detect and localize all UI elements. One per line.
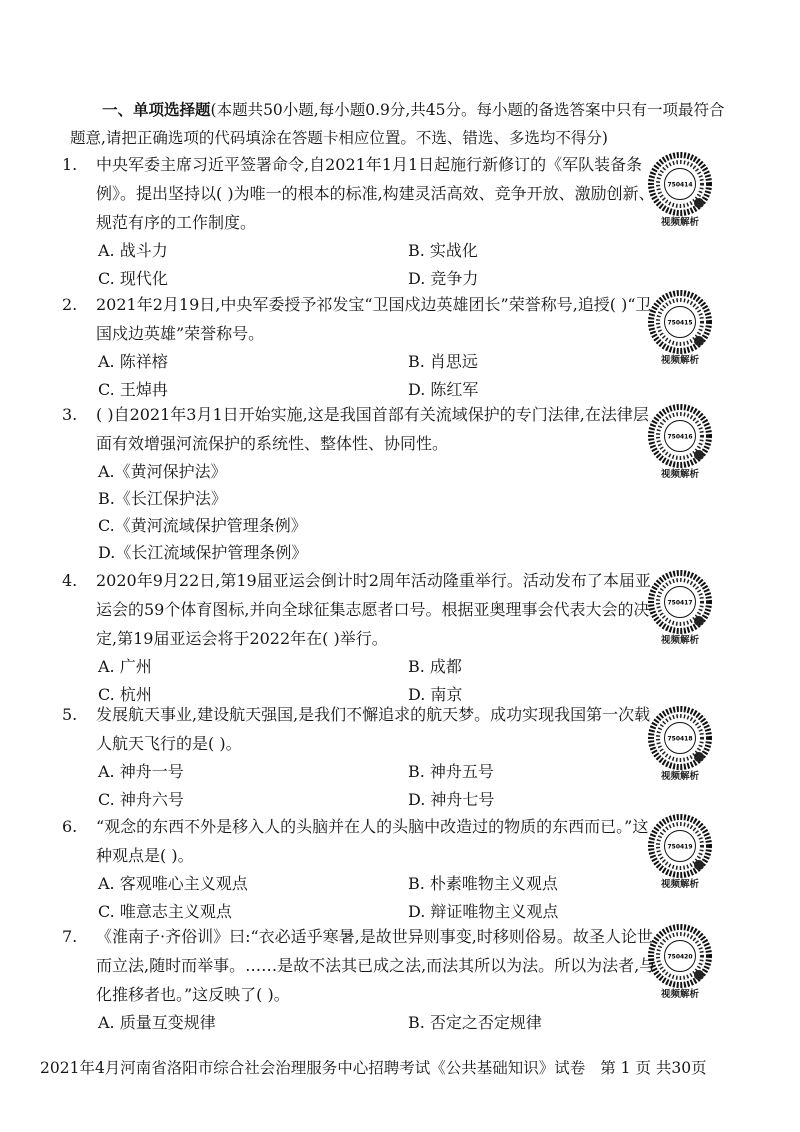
- option-b: B. 神舟五号: [408, 762, 494, 781]
- option-b: B. 成都: [408, 657, 462, 676]
- question-5: [62, 700, 662, 814]
- option-list: [62, 1009, 662, 1037]
- option-c: C. 杭州: [98, 685, 152, 704]
- qr-caption: 视频解析: [660, 635, 699, 646]
- qr-code-number: 750418: [667, 735, 693, 743]
- question-text: 2020年9月22日,第19届亚运会倒计时2周年活动隆重举行。活动发布了本届亚运会的59个体育图标,并向全球征集志愿者口号。根据亚奥理事会代表大会的决定,第19届亚运会将于2022年在( )举行。: [96, 571, 651, 648]
- option-c: C. 神舟六号: [98, 790, 184, 809]
- qr-code-icon: [648, 404, 712, 468]
- question-number: 6.: [62, 817, 78, 836]
- question-text: 中央军委主席习近平签署命令,自2021年1月1日起施行新修订的《军队装备条例》。提出坚持以( )为唯一的根本的标准,构建灵活高效、竞争开放、激励创新、规范有序的工作制度。: [96, 155, 655, 232]
- question-6: [62, 812, 662, 926]
- qr-code-icon: [648, 290, 712, 354]
- qr-code-number: 750415: [667, 319, 693, 327]
- qr-caption: 视频解析: [660, 355, 699, 366]
- question-stem: [62, 812, 662, 870]
- question-3: [62, 400, 662, 566]
- qr-code-q5[interactable]: [648, 706, 712, 790]
- question-stem: [62, 150, 662, 237]
- qr-code-icon: [648, 924, 712, 988]
- question-text: 发展航天事业,建设航天强国,是我们不懈追求的航天梦。成功实现我国第一次载人航天飞行的是( )。: [96, 705, 651, 753]
- qr-code-q1[interactable]: [648, 152, 712, 236]
- question-1: [62, 150, 662, 293]
- question-4: [62, 566, 662, 709]
- option-d: D. 陈红军: [408, 380, 479, 399]
- question-number: 1.: [62, 155, 78, 174]
- option-d: D. 南京: [408, 685, 463, 704]
- section-header: [70, 96, 730, 152]
- qr-code-q2[interactable]: [648, 290, 712, 374]
- question-text: ( )自2021年3月1日开始实施,这是我国首部有关流域保护的专门法律,在法律层面有效增强河流保护的系统性、整体性、协同性。: [96, 405, 649, 453]
- qr-code-number: 750417: [667, 599, 693, 607]
- page-number: 第 1 页 共30页: [600, 1059, 707, 1077]
- option-b: B. 否定之否定规律: [408, 1013, 542, 1032]
- question-number: 5.: [62, 705, 78, 724]
- option-b: B.《长江保护法》: [98, 489, 227, 508]
- option-a: A. 客观唯心主义观点: [98, 874, 248, 893]
- question-7: [62, 922, 662, 1037]
- qr-code-q4[interactable]: [648, 570, 712, 654]
- option-c: C. 现代化: [98, 269, 168, 288]
- qr-code-number: 750414: [667, 181, 693, 189]
- question-2: [62, 290, 662, 404]
- option-c: C. 王焯冉: [98, 380, 168, 399]
- qr-code-icon: [648, 706, 712, 770]
- option-b: B. 朴素唯物主义观点: [408, 874, 558, 893]
- question-number: 2.: [62, 295, 78, 314]
- qr-caption: 视频解析: [660, 469, 699, 480]
- option-a: A. 战斗力: [98, 241, 168, 260]
- page-footer: [40, 1056, 760, 1080]
- option-list: [62, 758, 662, 814]
- question-number: 7.: [62, 927, 78, 946]
- qr-caption: 视频解析: [660, 217, 699, 228]
- option-d: D. 神舟七号: [408, 790, 495, 809]
- question-stem: [62, 290, 662, 348]
- question-text: “观念的东西不外是移入人的头脑并在人的头脑中改造过的物质的东西而已。”这种观点是( )。: [96, 817, 649, 865]
- option-a: A. 广州: [98, 657, 152, 676]
- option-list: [62, 870, 662, 926]
- qr-code-q6[interactable]: [648, 814, 712, 898]
- qr-code-number: 750419: [667, 843, 693, 851]
- section-title: 一、单项选择题: [102, 100, 211, 119]
- qr-code-number: 750420: [667, 953, 693, 961]
- option-d: D.《长江流域保护管理条例》: [98, 543, 308, 562]
- section-instructions: (本题共50小题,每小题0.9分,共45分。每小题的备选答案中只有一项最符合题意,请把正确选项的代码填涂在答题卡相应位置。不选、错选、多选均不得分): [70, 101, 725, 147]
- question-stem: [62, 922, 662, 1009]
- option-a: A. 神舟一号: [98, 762, 184, 781]
- qr-code-icon: [648, 152, 712, 216]
- option-c: C.《黄河流域保护管理条例》: [98, 516, 307, 535]
- option-d: D. 竞争力: [408, 269, 479, 288]
- exam-title: 2021年4月河南省洛阳市综合社会治理服务中心招聘考试《公共基础知识》试卷: [40, 1059, 586, 1077]
- qr-code-icon: [648, 570, 712, 634]
- qr-code-icon: [648, 814, 712, 878]
- question-stem: [62, 700, 662, 758]
- question-number: 4.: [62, 571, 78, 590]
- qr-caption: 视频解析: [660, 771, 699, 782]
- question-stem: [62, 566, 662, 653]
- option-b: B. 实战化: [408, 241, 478, 260]
- option-a: A. 陈祥榕: [98, 352, 168, 371]
- question-number: 3.: [62, 405, 78, 424]
- option-a: A. 质量互变规律: [98, 1013, 216, 1032]
- qr-code-q7[interactable]: [648, 924, 712, 1008]
- qr-caption: 视频解析: [660, 989, 699, 1000]
- question-text: 《淮南子·齐俗训》曰:“衣必适乎寒暑,是故世异则事变,时移则俗易。故圣人论世而立法,随时而举事。……是故不法其已成之法,而法其所以为法。所以为法者,与化推移者也。”这反映了( )。: [96, 927, 656, 1004]
- option-a: A.《黄河保护法》: [98, 462, 227, 481]
- option-list: [62, 237, 662, 293]
- question-stem: [62, 400, 662, 458]
- qr-code-number: 750416: [667, 433, 693, 441]
- question-text: 2021年2月19日,中央军委授予祁发宝“卫国戍边英雄团长”荣誉称号,追授( )“卫国戍边英雄”荣誉称号。: [96, 295, 652, 343]
- option-c: C. 唯意志主义观点: [98, 902, 232, 921]
- option-list: [62, 348, 662, 404]
- option-b: B. 肖思远: [408, 352, 478, 371]
- qr-code-q3[interactable]: [648, 404, 712, 488]
- option-list: [62, 458, 662, 566]
- qr-caption: 视频解析: [660, 879, 699, 890]
- option-d: D. 辩证唯物主义观点: [408, 902, 559, 921]
